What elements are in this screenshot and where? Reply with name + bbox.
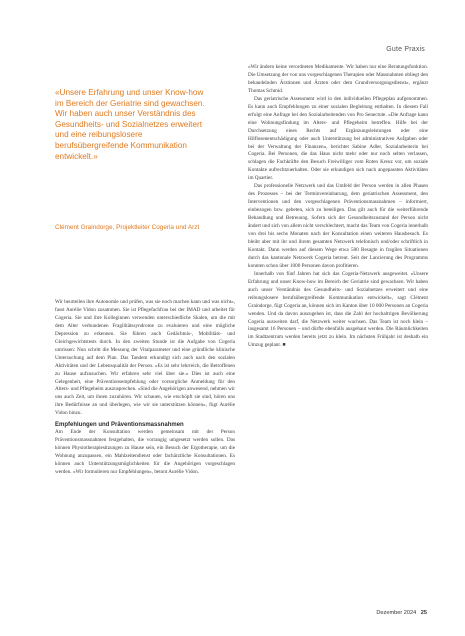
issue-date: Dezember 2024	[376, 610, 417, 616]
subheading: Empfehlungen und Präventionsmassnahmen	[55, 422, 184, 429]
body-paragraph: «Wir ändern keine verordneten Medikamente. Wir haben nur eine Beratungsfunktion. Die Umsetzung der von uns vorgeschlagenen Therapien oder Massnahmen obliegt den behandelnden Ärztinnen und Ärzten oder dem Grundversorgungsdienst», ergänzt Thomas Schmid.	[248, 64, 428, 94]
body-paragraph: Wir beurteilen ihre Autonomie und prüfen, was sie noch machen kann und was nicht», fasst Aurélie Vidon zusammen. Sie ist Pflegefachfrau bei der IMAD und arbeitet für Cogeria. Sie und ihre Kolleginnen verwenden unterschiedliche Skalen, um die mit dem Alter verbundenen Fragilitätssyndrome zu evaluieren und eine mögliche Depression zu erkennen. Sie führen auch Gedächtnis-, Mobilitäts- und Gleichgewichtstests durch. In den zweiten Stunde ist die Aufgabe von Cogeria umrissen: Nun schritt die Messung der Vitalparameter und eine gründliche klinische Untersuchung auf dem Plan. Das Tandem erkundigt sich auch nach den sozialen Aktivitäten und der Lebensqualität der Person. «Es ist sehr lehrreich, die Betroffenen zu Hause aufzusuchen. Wir erfahren sehr viel über sie.» Dies ist auch eine Gelegenheit, eine Präventionsempfehlung oder vorsorgliche Anmeldung für den Alters- und Pflegeheim auszusprechen. «Sind die Angehörigen anwesend, nehmen wir uns auch Zeit, um ihnen zuzuhören. Wir schauen, wie erschöpft sie sind, hören uns ihre Bedürfnisse an und überlegen, wie wir sie unterstützen können», fügt Aurélie Vidon hinzu.	[55, 299, 235, 417]
page-footer	[376, 610, 427, 616]
page-number: 25	[420, 610, 427, 616]
body-paragraph: Das geriatrische Assessment wird in den individuellen Pflegeplan aufgenommen. Es kann auch Empfehlungen zu einer sozialen Begleitung enthalten. In diesem Fall erfolgt eine Anfrage bei den Sozialarbeitenden von Pro Senectute. «Die Anfrage kann eine Wohnungsfindung im Alters- und Pflegeheim betreffen. Hilfe bei der Durchsetzung eines Rechts auf Ergänzungsleistungen oder eine Hilflosenentschädigung oder auch Unterstützung bei administrativen Aufgaben oder bei der Verwaltung der Finanzen», berichtet Sabine Adler, Sozialarbeiterin bei Cogeria. Bei Personen, die das Haus nicht mehr oder nur noch selten verlassen, schlagen die Fachkräfte den Besuch Freiwilliger vom Roten Kreuz vor, um soziale Kontakte aufrechtzuerhalten. Oder sie erkundigen sich nach angepassten Aktivitäten im Quartier.	[248, 95, 428, 182]
body-paragraph: Innerhalb von fünf Jahren hat sich das Cogeria-Netzwerk ausgeweitet. «Unsere Erfahrung und unser Know-how im Bereich der Geriatrie sind gewachsen. Wir haben auch unser Verständnis des Gesundheits- und Sozialnetzes erweitert und eine reibungslosere berufsübergreifende Kommunikation entwickelt», sagt Clément Graindorge, fügt Cogeria an, können sich im Kanton über 10 000 Personen an Cogeria wenden. Und da davon auszugehen ist, dass die Zahl der hochaltrigen Bevölkerung Cogeria ausweiten darf, die Netzwerk weiter wachsen. Das Team ist noch klein – insgesamt 16 Personen – und dürfte ebenfalls ausgebaut werden. Die Räumlichkeiten im Stadtzentrum werden bereits jetzt zu klein. Im nächsten Frühjahr ist deshalb ein Umzug geplant. ■	[248, 270, 428, 349]
body-paragraph: Das professionelle Netzwerk und das Umfeld der Person werden in allen Phasen des Prozesses – bei der Terminvereinbarung, dem geriatrischen Assessment, den Interventionen und den vorgeschlagenen Präventionsmassnahmen – informiert, einbezogen bzw. gebeten, sich zu beteiligen. Das gilt auch für die weiterführende Behandlung und Betreuung. Sofern sich der Gesundheitszustand der Person nicht ändert und sich von allem nicht verschlechtert, macht das Team von Cogeria innerhalb von drei bis sechs Monaten nach der Konsultation einen weiteren Hausbesuch. Es bleibt aber mit ihr und ihrem gesamten Netzwerk telefonisch und/oder schriftlich in Kontakt. Dann werden auf diesem Wege etwa 500 Besagte in fragilen Situationen durch das kantonale Netzwerk Cogeria betreut. Seit der Lancierung des Programms konnten schon über 1000 Personen davon profitieren.	[248, 183, 428, 269]
section-label: Gute Praxis	[386, 46, 425, 53]
left-column	[55, 299, 235, 477]
body-paragraph: Am Ende der Konsultation werden gemeinsam mit der Person Präventionsmassnahmen festgehalten, die vorrangig umgesetzt werden sollen. Das können Physiotherapiesitzungen zu Hause sein, ein Besuch der Ergotherapie, um die Wohnung anzupassen, ein Mahlzeitendienst oder fachärztliche Konsultationen. Es können auch Unterstützungsmöglichkeiten für die Angehörigen vorgeschlagen werden. «Wir formulieren nur Empfehlungen», betont Aurélie Vidon.	[55, 429, 235, 476]
pull-quote: «Unsere Erfahrung und unser Know-how im Bereich der Geriatrie sind gewachsen. Wir haben auch unser Verständnis des Gesundheits- und Sozialnetzes erweitert und eine reibungslosere berufsübergreifende Kommunikation entwickelt.»	[55, 88, 205, 161]
pull-quote-attribution: Clément Graindorge, Projektleiter Cogeria und Arzt	[55, 224, 200, 231]
right-column	[248, 64, 428, 350]
